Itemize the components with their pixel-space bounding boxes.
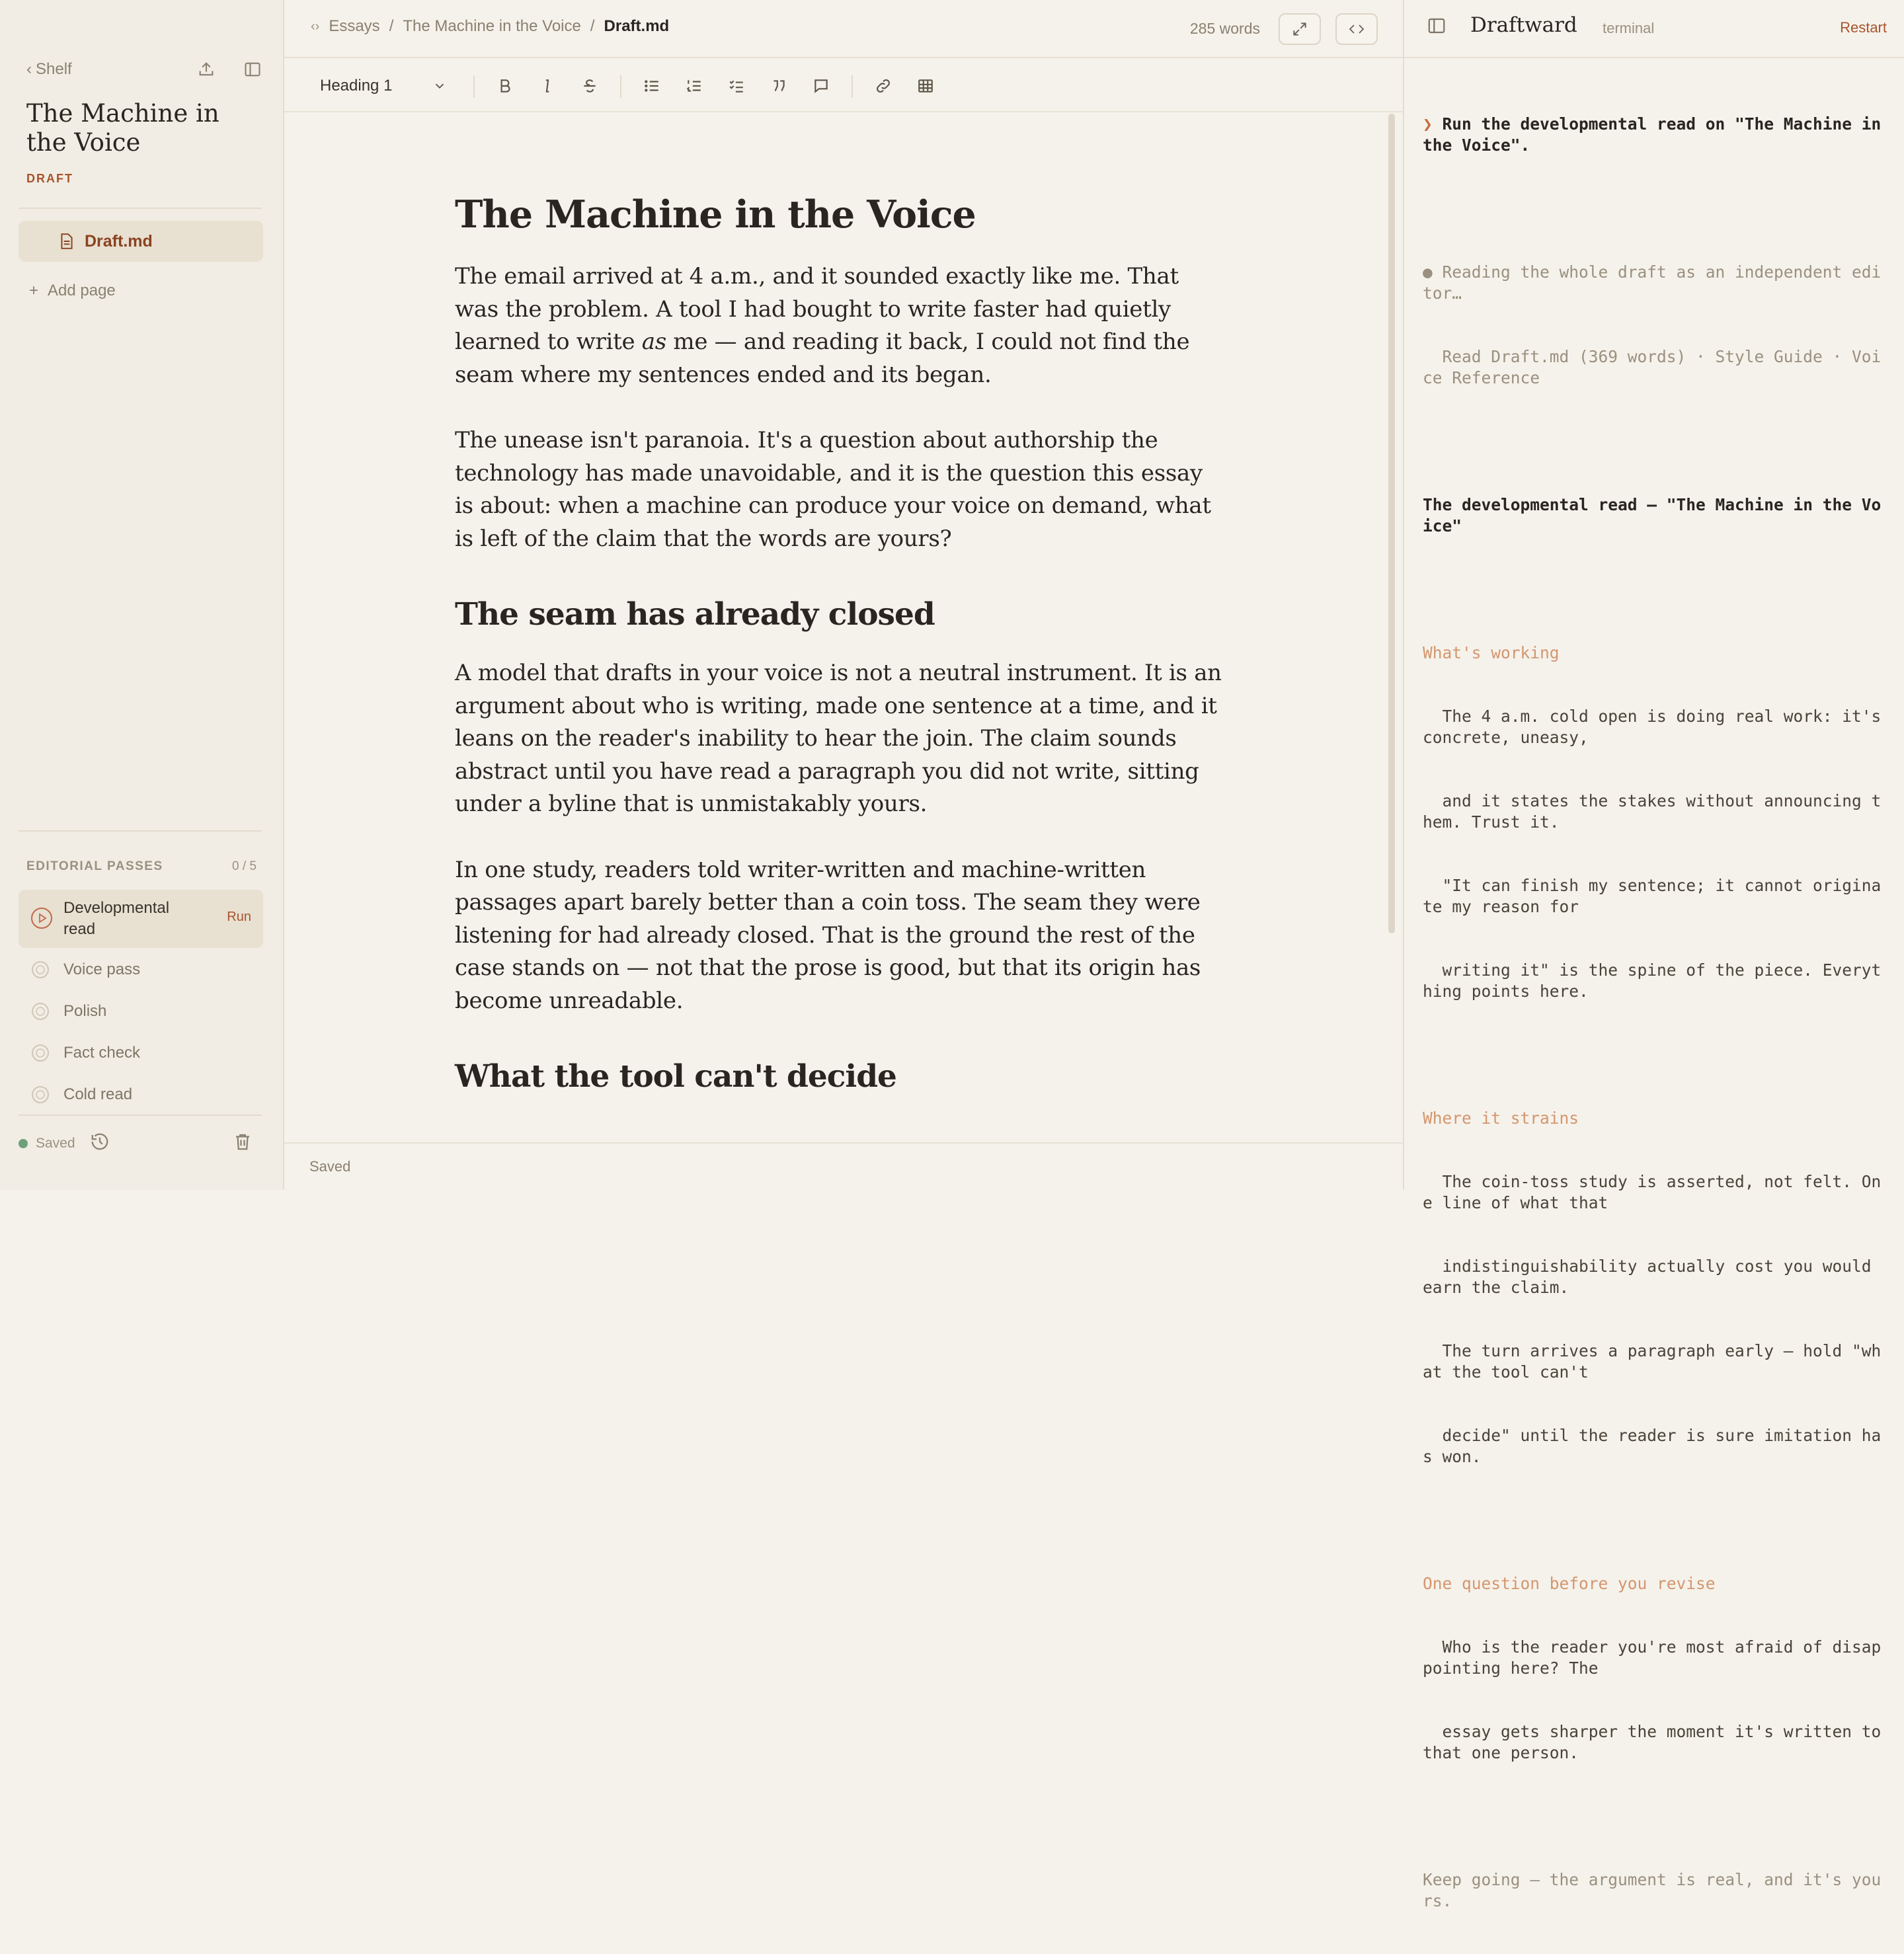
passes-heading: EDITORIAL PASSES bbox=[26, 859, 163, 873]
trash-icon[interactable] bbox=[233, 1132, 253, 1155]
chevron-left-icon: ‹ bbox=[26, 60, 32, 78]
passes-count: 0 / 5 bbox=[232, 859, 257, 873]
toolbar-separator bbox=[620, 75, 621, 98]
report-line: indistinguishability actually cost you would earn the claim. bbox=[1423, 1257, 1882, 1297]
divider bbox=[19, 208, 262, 209]
divider bbox=[19, 1114, 262, 1116]
back-to-shelf-link[interactable] bbox=[26, 60, 72, 79]
section-title: Where it strains bbox=[1423, 1109, 1579, 1128]
editorial-passes-header bbox=[26, 859, 257, 874]
quote-icon[interactable] bbox=[764, 71, 793, 100]
report-heading: The developmental read — "The Machine in the Voice" bbox=[1423, 495, 1882, 535]
restart-button[interactable]: Restart bbox=[1840, 19, 1887, 36]
pass-item-polish[interactable] bbox=[30, 1001, 106, 1021]
export-icon[interactable] bbox=[193, 56, 219, 83]
code-toggle-icon[interactable]: ‹› bbox=[311, 19, 320, 34]
breadcrumb-item-essay[interactable]: The Machine in the Voice bbox=[403, 17, 581, 35]
read-line: Read Draft.md (369 words) · Style Guide · Voice Reference bbox=[1423, 347, 1882, 387]
editor-pane bbox=[284, 0, 1404, 1190]
formatting-toolbar bbox=[284, 58, 1403, 112]
document-status-badge: DRAFT bbox=[26, 172, 73, 185]
heading-style-select[interactable] bbox=[313, 73, 452, 99]
pass-label: Cold read bbox=[63, 1085, 133, 1103]
report-line: The 4 a.m. cold open is doing real work: it's concrete, uneasy, bbox=[1423, 707, 1891, 747]
link-icon[interactable] bbox=[869, 71, 898, 100]
editor-top-bar bbox=[284, 0, 1403, 58]
circle-icon bbox=[30, 1043, 50, 1063]
page-item-label: Draft.md bbox=[85, 231, 153, 251]
word-count: 285 words bbox=[1189, 20, 1260, 37]
breadcrumb bbox=[311, 17, 669, 36]
pass-item-developmental-read[interactable] bbox=[19, 890, 263, 948]
pass-item-voice-pass[interactable] bbox=[30, 960, 140, 980]
bullet-icon: ● bbox=[1423, 262, 1433, 282]
section-title: One question before you revise bbox=[1423, 1574, 1716, 1593]
breadcrumb-item-current: Draft.md bbox=[604, 17, 670, 35]
file-icon bbox=[60, 233, 74, 254]
terminal-output bbox=[1423, 71, 1891, 1954]
prompt-caret-icon: ❯ bbox=[1423, 114, 1433, 134]
pass-label: Fact check bbox=[63, 1044, 141, 1062]
paragraph: The unease isn't paranoia. It's a question about authorship the technology has made unavoidable, and it is the question this essay is about: when a machine can produce your voice on demand, what is left of the claim that the words are yours? bbox=[455, 427, 1211, 552]
section-heading: The seam has already closed bbox=[455, 596, 935, 633]
essay-title: The Machine in the Voice bbox=[455, 192, 976, 237]
report-line: writing it" is the spine of the piece. Everything points here. bbox=[1423, 960, 1882, 1001]
circle-icon bbox=[30, 1001, 50, 1021]
back-label: Shelf bbox=[36, 60, 72, 78]
report-line: and it states the stakes without announcing them. Trust it. bbox=[1423, 791, 1882, 832]
paragraph: A model that drafts in your voice is not a neutral instrument. It is an argument about who is writing, made one sentence at a time, and it leans on the reader's inability to hear the join. The claim sounds abstract until you have read a paragraph you did not write, sitting under a byline that is unmistakably yours. bbox=[455, 660, 1222, 817]
report-line: essay gets sharper the moment it's written to that one person. bbox=[1423, 1722, 1891, 1762]
pass-item-cold-read[interactable] bbox=[30, 1085, 132, 1105]
bullet-list-icon[interactable] bbox=[637, 71, 666, 100]
breadcrumb-separator: / bbox=[590, 17, 595, 35]
sidebar-toggle-icon[interactable] bbox=[239, 56, 266, 83]
left-sidebar bbox=[0, 0, 284, 1190]
play-circle-icon bbox=[30, 907, 53, 933]
saved-dot-icon bbox=[19, 1139, 28, 1148]
pass-label: Developmental read bbox=[63, 899, 170, 938]
pass-item-fact-check[interactable] bbox=[30, 1043, 140, 1063]
pass-label: Voice pass bbox=[63, 960, 141, 978]
report-line: The coin-toss study is asserted, not felt. One line of what that bbox=[1423, 1172, 1882, 1212]
save-status-label: Saved bbox=[36, 1136, 75, 1151]
expand-icon bbox=[1291, 20, 1308, 38]
panel-toggle-icon[interactable] bbox=[1427, 16, 1447, 39]
report-line: Who is the reader you're most afraid of disappointing here? The bbox=[1423, 1637, 1882, 1678]
report-line: "It can finish my sentence; it cannot originate my reason for bbox=[1423, 876, 1882, 916]
toolbar-separator bbox=[473, 75, 475, 98]
editor-save-status: Saved bbox=[309, 1158, 351, 1175]
closing-line: Keep going — the argument is real, and it's yours. bbox=[1423, 1870, 1882, 1910]
document-title: The Machine in the Voice bbox=[26, 99, 219, 157]
heading-style-value: Heading 1 bbox=[320, 77, 393, 95]
toolbar-separator bbox=[852, 75, 853, 98]
editor-status-bar bbox=[284, 1142, 1403, 1190]
panel-title: Draftward bbox=[1470, 13, 1577, 37]
checklist-icon[interactable] bbox=[722, 71, 751, 100]
panel-header bbox=[1404, 0, 1904, 58]
status-line: ● Reading the whole draft as an independent editor… bbox=[1423, 262, 1882, 303]
breadcrumb-item-essays[interactable]: Essays bbox=[329, 17, 380, 35]
assistant-terminal-panel bbox=[1404, 0, 1904, 1910]
chevron-down-icon bbox=[432, 79, 447, 93]
section-heading: What the tool can't decide bbox=[455, 1058, 896, 1095]
run-pass-button[interactable]: Run bbox=[227, 910, 251, 924]
editor-scrollbar[interactable] bbox=[1388, 114, 1395, 933]
document-content[interactable] bbox=[284, 114, 1403, 1142]
expand-button[interactable] bbox=[1279, 13, 1321, 45]
user-prompt: ❯ Run the developmental read on "The Machine in the Voice". bbox=[1423, 114, 1891, 155]
bold-icon[interactable] bbox=[491, 71, 520, 100]
save-status bbox=[19, 1136, 75, 1152]
section-title: What's working bbox=[1423, 643, 1560, 662]
breadcrumb-separator: / bbox=[389, 17, 394, 35]
numbered-list-icon[interactable] bbox=[680, 71, 709, 100]
report-line: The turn arrives a paragraph early — hold "what the tool can't bbox=[1423, 1341, 1882, 1382]
panel-subtitle: terminal bbox=[1603, 20, 1655, 36]
italic-icon[interactable] bbox=[533, 71, 562, 100]
history-icon[interactable] bbox=[90, 1132, 110, 1155]
add-page-label: Add page bbox=[48, 282, 116, 299]
report-line: decide" until the reader is sure imitation has won. bbox=[1423, 1426, 1882, 1466]
comment-icon[interactable] bbox=[807, 71, 836, 100]
table-icon[interactable] bbox=[911, 71, 940, 100]
source-view-button[interactable] bbox=[1335, 13, 1378, 45]
code-icon bbox=[1347, 21, 1366, 37]
divider bbox=[19, 830, 262, 832]
circle-icon bbox=[30, 960, 50, 980]
strikethrough-icon[interactable] bbox=[575, 71, 604, 100]
paragraph: The email arrived at 4 a.m., and it sounded exactly like me. That was the problem. A tool I had bought to write faster had quietly learned to write as me — and reading it back, I could not find the seam where my sentences ended and its began. bbox=[455, 263, 1190, 388]
add-page-button[interactable] bbox=[29, 282, 116, 300]
sidebar-top-bar bbox=[26, 53, 266, 86]
plus-icon: + bbox=[29, 282, 39, 299]
circle-icon bbox=[30, 1085, 50, 1105]
document-body[interactable] bbox=[455, 192, 1222, 1119]
pass-label: Polish bbox=[63, 1002, 107, 1020]
page-item-draft[interactable] bbox=[19, 221, 263, 262]
paragraph: In one study, readers told writer-written and machine-written passages apart barely better than a coin toss. The seam they were listening for had already closed. That is the ground the rest of the case stands on — not that the prose is good, but that its origin has become unreadable. bbox=[455, 856, 1201, 1014]
